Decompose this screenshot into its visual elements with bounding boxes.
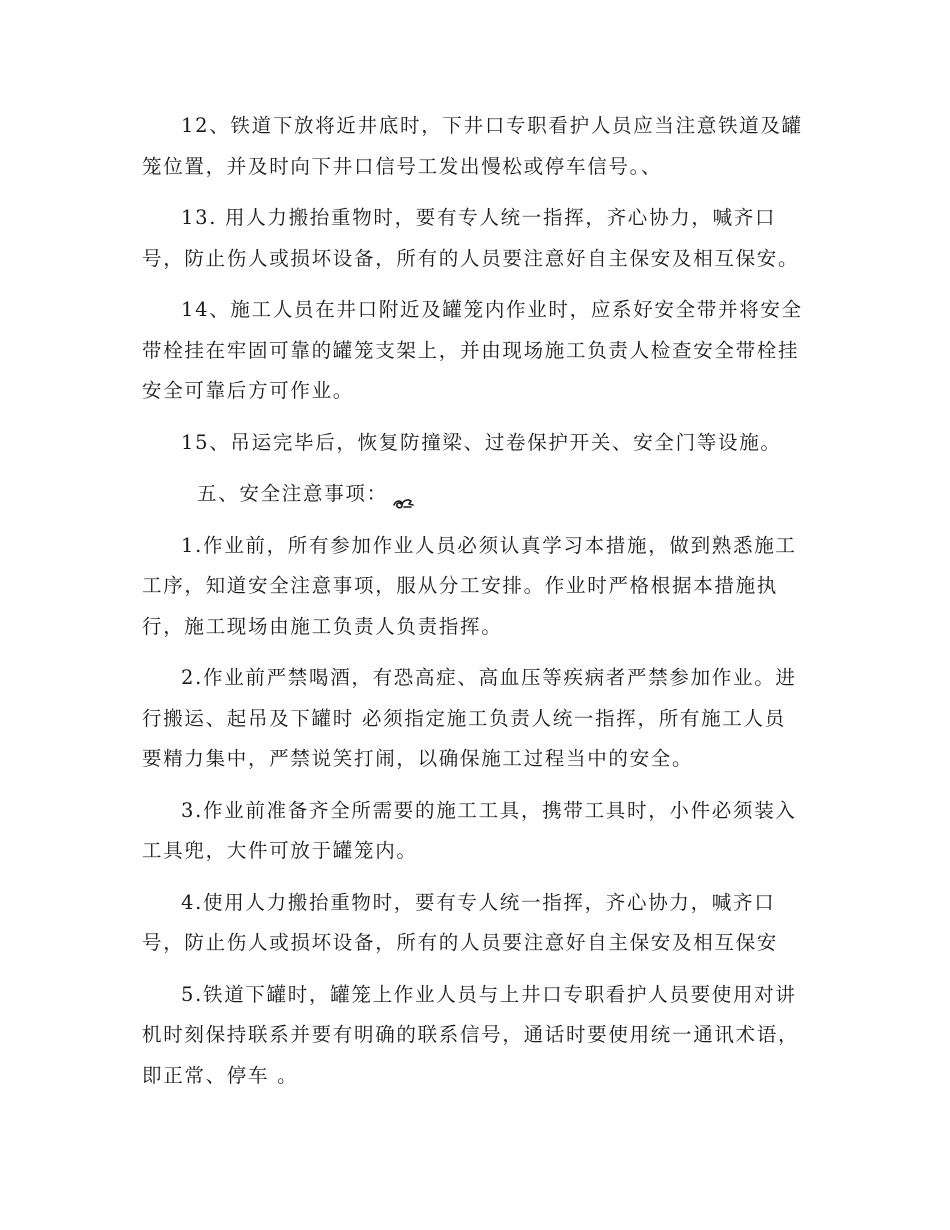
- safety-item-1: 1.作业前，所有参加作业人员必须认真学习本措施，做到熟悉施工工序，知道安全注意事项，服从分工安排。作业时严格根据本措施执行，施工现场由施工负责人负责指挥。: [142, 533, 797, 638]
- section-heading-text: 五、安全注意事项：: [197, 482, 388, 505]
- decorative-swirl-icon: [392, 486, 414, 502]
- paragraph-item-13: 13. 用人力搬抬重物时，要有专人统一指挥，齐心协力，喊齐口号，防止伤人或损坏设备，所有的人员要注意好自主保安及相互保安。: [142, 206, 800, 270]
- paragraph-item-12: 12、铁道下放将近井底时，下井口专职看护人员应当注意铁道及罐笼位置，并及时向下井口信号工发出慢松或停车信号。、: [142, 114, 803, 178]
- safety-item-3: 3.作业前准备齐全所需要的施工工具，携带工具时，小件必须装入工具兜，大件可放于罐笼内。: [142, 798, 797, 862]
- safety-item-4: 4.使用人力搬抬重物时，要有专人统一指挥，齐心协力，喊齐口号，防止伤人或损坏设备，所有的人员要注意好自主保安及相互保安: [142, 890, 779, 954]
- document-body: [142, 106, 807, 1107]
- paragraph-item-14: 14、施工人员在井口附近及罐笼内作业时，应系好安全带并将安全带栓挂在牢固可靠的罐笼支架上，并由现场施工负责人检查安全带栓挂安全可靠后方可作业。: [142, 298, 803, 402]
- safety-item-5: 5.铁道下罐时，罐笼上作业人员与上井口专职看护人员要使用对讲机时刻保持联系并要有明确的联系信号，通话时要使用统一通讯术语，即正常、停车 。: [142, 982, 800, 1087]
- paragraph-item-15: 15、吊运完毕后，恢复防撞梁、过卷保护开关、安全门等设施。: [181, 430, 782, 454]
- safety-item-2: 2.作业前严禁喝酒，有恐高症、高血压等疾病者严禁参加作业。进行搬运、起吊及下罐时 必须指定施工负责人统一指挥，所有施工人员要精力集中，严禁说笑打闹，以确保施工过程当中的安全。: [142, 666, 797, 770]
- section-heading: [142, 474, 807, 515]
